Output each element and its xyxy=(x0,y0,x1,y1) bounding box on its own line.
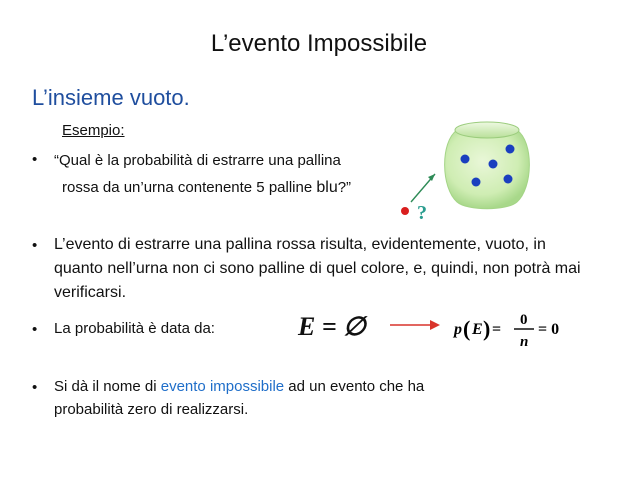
example-label: Esempio: xyxy=(62,122,125,139)
urn-body xyxy=(445,130,530,209)
bullet-4-after: ad un evento che ha xyxy=(284,378,425,395)
red-ball xyxy=(401,207,409,215)
blue-ball-4 xyxy=(472,178,481,187)
slide-subtitle: L’insieme vuoto. xyxy=(32,85,190,110)
formula-p-symbol: p xyxy=(454,321,462,338)
blue-ball-3 xyxy=(489,160,498,169)
formula-denominator: n xyxy=(520,334,529,350)
blue-ball-1 xyxy=(461,155,470,164)
question-blu-word: blu xyxy=(316,179,338,196)
question-line-2 xyxy=(62,179,351,197)
formula-open-paren: ( xyxy=(463,316,471,341)
blue-ball-2 xyxy=(506,145,515,154)
urn-rim xyxy=(455,122,519,138)
bullet-3-text: La probabilità è data da: xyxy=(54,320,215,337)
bullet-4-text xyxy=(54,375,614,422)
probability-formula-graphic xyxy=(452,306,592,354)
formula-equals-1: = xyxy=(492,321,502,338)
red-arrow xyxy=(390,318,440,337)
bullet-1-marker: • xyxy=(32,151,38,168)
question-line-1: “Qual è la probabilità di estrarre una pallina xyxy=(54,152,341,169)
formula-close-paren: ) xyxy=(483,316,491,341)
slide-title: L’evento Impossibile xyxy=(210,30,428,57)
blue-ball-5 xyxy=(504,175,513,184)
question-line-2-text: rossa da un’urna contenente 5 palline xyxy=(62,179,317,196)
bullet-2-text: L’evento di estrarre una pallina rossa risulta, evidentemente, vuoto, in quanto nell’urna non ci sono palline di quel colore, e, quindi, non potrà mai verificarsi. xyxy=(54,236,581,301)
formula-empty-set: E = ∅ xyxy=(298,312,366,341)
bullet-4-marker: • xyxy=(32,379,38,396)
formula-numerator: 0 xyxy=(520,312,528,328)
formula-probability xyxy=(452,306,592,359)
question-mark-icon: ? xyxy=(417,202,427,224)
bullet-4-line2: probabilità zero di realizzarsi. xyxy=(54,401,249,419)
bullet-4-before: Si dà il nome di xyxy=(54,378,161,395)
bullet-4-highlight: evento impossibile xyxy=(160,378,285,395)
bullet-3-marker: • xyxy=(32,321,38,338)
urn-graphic xyxy=(395,110,535,230)
question-line-2-end: ?” xyxy=(337,179,352,196)
bullet-2-marker: • xyxy=(32,237,38,254)
arrow-right-icon xyxy=(390,318,440,332)
formula-e-symbol: E xyxy=(472,321,483,338)
formula-equals-zero: = 0 xyxy=(538,321,560,338)
urn-illustration xyxy=(395,110,535,230)
